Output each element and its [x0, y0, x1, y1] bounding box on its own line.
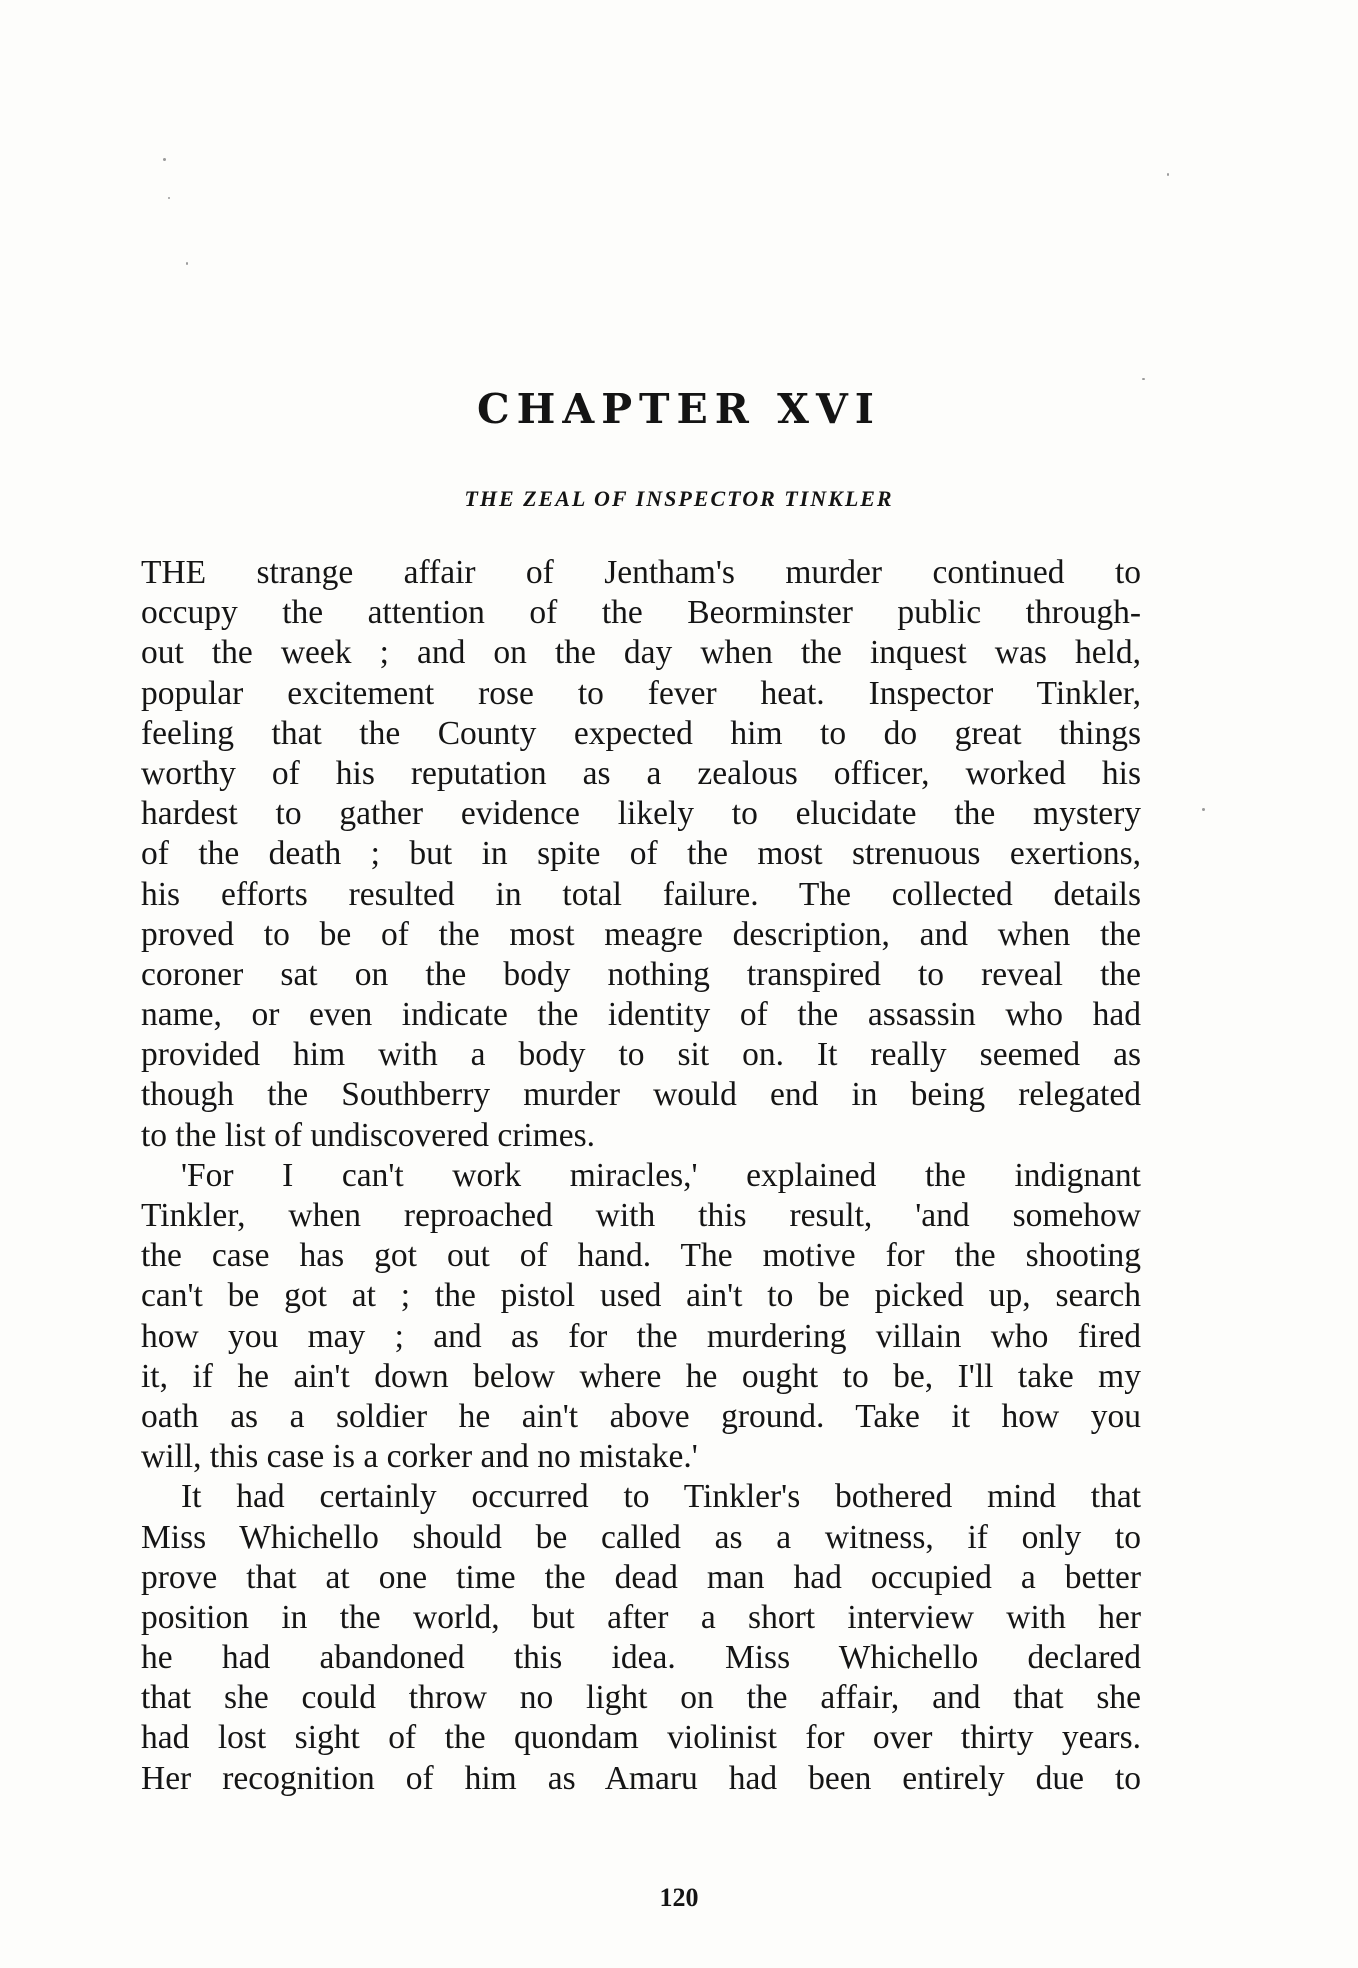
body-line: can't be got at ; the pistol used ain't to be picked up, search [141, 1277, 1141, 1315]
body-line: 'For I can't work miracles,' explained the indignant [181, 1156, 1141, 1194]
body-line: out the week ; and on the day when the inquest was held, [141, 634, 1141, 672]
body-line: worthy of his reputation as a zealous officer, worked his [141, 754, 1141, 792]
body-line: Her recognition of him as Amaru had been entirely due to [141, 1759, 1141, 1797]
body-line: THE strange affair of Jentham's murder continued to [141, 554, 1141, 591]
body-line: Miss Whichello should be called as a witness, if only to [141, 1518, 1141, 1556]
body-line: occupy the attention of the Beorminster public through- [141, 594, 1141, 632]
page-speck [1202, 808, 1205, 811]
page-speck [1142, 378, 1145, 380]
body-line: how you may ; and as for the murdering villain who fired [141, 1317, 1141, 1355]
body-line: that she could throw no light on the affair, and that she [141, 1679, 1141, 1717]
body-line: the case has got out of hand. The motive for the shooting [141, 1237, 1141, 1275]
page-speck [1167, 173, 1169, 176]
page-speck [168, 197, 170, 199]
body-line: of the death ; but in spite of the most strenuous exertions, [141, 835, 1141, 873]
page-speck [186, 262, 188, 265]
body-line: though the Southberry murder would end in being relegated [141, 1076, 1141, 1114]
body-line: name, or even indicate the identity of the assassin who had [141, 996, 1141, 1034]
body-line: Tinkler, when reproached with this result, 'and somehow [141, 1197, 1141, 1234]
body-line: oath as a soldier he ain't above ground. Take it how you [141, 1397, 1141, 1435]
page-number: 120 [659, 1883, 699, 1912]
body-line: position in the world, but after a short interview with her [141, 1598, 1141, 1636]
body-line: will, this case is a corker and no mistake.' [141, 1438, 698, 1476]
page-speck [163, 158, 166, 161]
chapter-body-text [141, 553, 1141, 1799]
body-line: popular excitement rose to fever heat. Inspector Tinkler, [141, 674, 1141, 712]
body-line: his efforts resulted in total failure. The collected details [141, 875, 1141, 913]
chapter-subtitle: THE ZEAL OF INSPECTOR TINKLER [464, 486, 894, 511]
body-line: provided him with a body to sit on. It really seemed as [141, 1036, 1141, 1074]
body-line: proved to be of the most meagre description, and when the [141, 915, 1141, 953]
body-line: had lost sight of the quondam violinist for over thirty years. [141, 1719, 1141, 1757]
body-line: hardest to gather evidence likely to elucidate the mystery [141, 795, 1141, 833]
body-line: prove that at one time the dead man had occupied a better [141, 1558, 1141, 1596]
body-line: It had certainly occurred to Tinkler's bothered mind that [181, 1478, 1141, 1516]
body-line: he had abandoned this idea. Miss Whichello declared [141, 1639, 1141, 1677]
body-line: feeling that the County expected him to do great things [141, 714, 1141, 752]
body-line: coroner sat on the body nothing transpired to reveal the [141, 955, 1141, 993]
body-line: to the list of undiscovered crimes. [141, 1116, 596, 1154]
chapter-title: CHAPTER XVI [477, 385, 881, 433]
body-line: it, if he ain't down below where he ought to be, I'll take my [141, 1357, 1141, 1395]
